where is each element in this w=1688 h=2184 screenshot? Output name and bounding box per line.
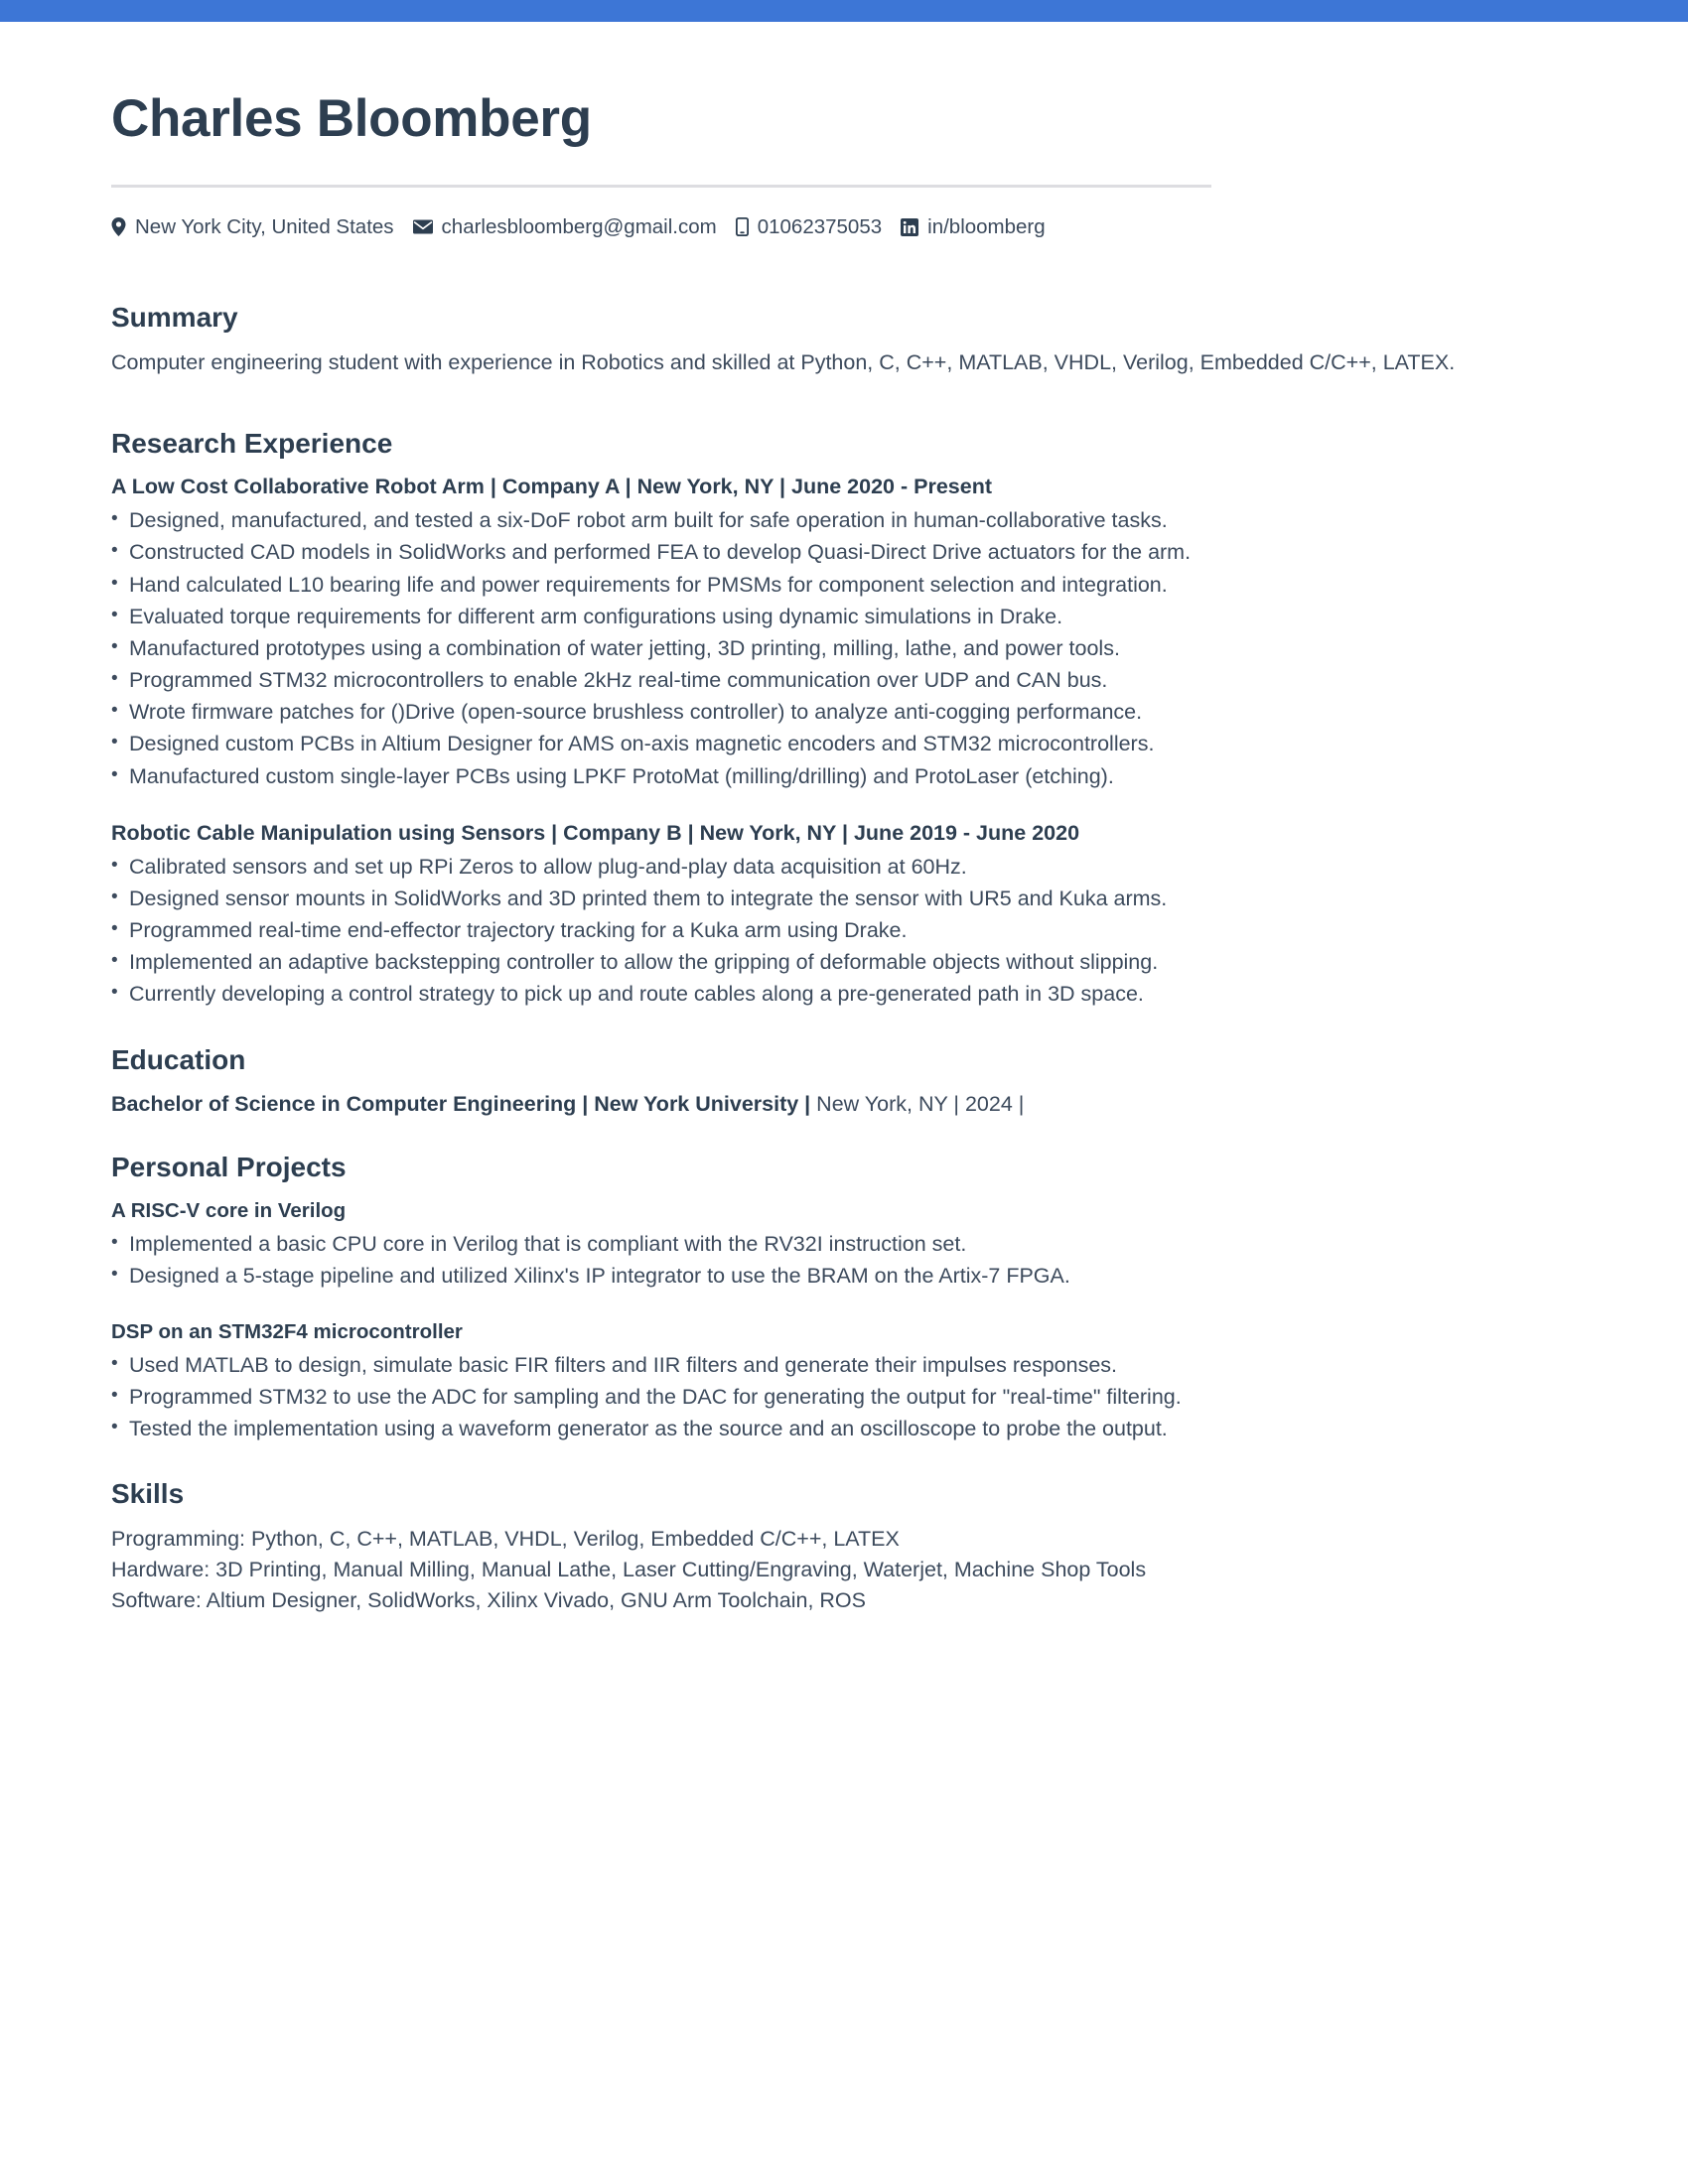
list-item: • Currently developing a control strategy to pick up and route cables along a pre-generated path in 3D space. bbox=[111, 979, 1539, 1010]
contact-email[interactable] bbox=[413, 214, 717, 238]
experience-bullet-list bbox=[111, 505, 1539, 792]
education-details: New York, NY | 2024 | bbox=[810, 1092, 1025, 1117]
section-summary bbox=[111, 301, 1539, 378]
contact-location-text: New York City, United States bbox=[135, 214, 394, 238]
contact-phone-text: 01062375053 bbox=[757, 214, 883, 238]
skills-programming-line: Programming: Python, C, C++, MATLAB, VHDL, Verilog, Embedded C/C++, LATEX bbox=[111, 1526, 900, 1551]
page-title: Charles Bloomberg bbox=[111, 89, 592, 148]
education-entry bbox=[111, 1089, 1539, 1119]
list-item: • Designed a 5-stage pipeline and utilized Xilinx's IP integrator to use the BRAM on the Artix-7 FPGA. bbox=[111, 1261, 1539, 1292]
section-heading-research-experience: Research Experience bbox=[111, 427, 393, 459]
experience-entry-title: Robotic Cable Manipulation using Sensors | Company B | New York, NY | June 2019 - June 2020 bbox=[111, 820, 1080, 845]
linkedin-icon bbox=[901, 218, 918, 236]
section-spacer bbox=[111, 1012, 1539, 1043]
contact-location bbox=[111, 214, 394, 238]
contact-row bbox=[111, 214, 1539, 238]
list-item: • Designed, manufactured, and tested a six-DoF robot arm built for safe operation in human-collaborative tasks. bbox=[111, 505, 1539, 536]
project-entry bbox=[111, 1197, 1539, 1292]
envelope-icon bbox=[413, 219, 433, 234]
mobile-phone-icon bbox=[736, 217, 749, 236]
section-spacer bbox=[111, 1445, 1539, 1477]
experience-bullet-list bbox=[111, 852, 1539, 1011]
list-item: • Programmed STM32 microcontrollers to enable 2kHz real-time communication over UDP and CAN bus. bbox=[111, 665, 1539, 696]
list-item: • Calibrated sensors and set up RPi Zeros to allow plug-and-play data acquisition at 60Hz. bbox=[111, 852, 1539, 883]
project-entry bbox=[111, 1318, 1539, 1444]
resume-header bbox=[111, 91, 1539, 237]
contact-phone[interactable] bbox=[736, 214, 883, 238]
section-heading-summary: Summary bbox=[111, 302, 238, 334]
header-divider bbox=[111, 185, 1211, 188]
list-item: • Implemented an adaptive backstepping controller to allow the gripping of deformable objects without slipping. bbox=[111, 947, 1539, 978]
experience-entry bbox=[111, 473, 1539, 792]
list-item: • Designed sensor mounts in SolidWorks and 3D printed them to integrate the sensor with UR5 and Kuka arms. bbox=[111, 884, 1539, 914]
list-item: • Tested the implementation using a waveform generator as the source and an oscilloscope to probe the output. bbox=[111, 1414, 1539, 1444]
contact-linkedin[interactable] bbox=[901, 214, 1046, 238]
section-personal-projects bbox=[111, 1151, 1539, 1444]
list-item: • Programmed real-time end-effector trajectory tracking for a Kuka arm using Drake. bbox=[111, 915, 1539, 946]
list-item: • Manufactured custom single-layer PCBs using LPKF ProtoMat (milling/drilling) and ProtoLaser (etching). bbox=[111, 761, 1539, 792]
education-degree: Bachelor of Science in Computer Engineering | New York University | bbox=[111, 1092, 811, 1117]
section-spacer bbox=[111, 1119, 1539, 1151]
list-item: • Hand calculated L10 bearing life and power requirements for PMSMs for component selection and integration. bbox=[111, 570, 1539, 601]
experience-entry bbox=[111, 819, 1539, 1011]
project-title: DSP on an STM32F4 microcontroller bbox=[111, 1319, 463, 1343]
list-item: • Manufactured prototypes using a combination of water jetting, 3D printing, milling, lathe, and power tools. bbox=[111, 633, 1539, 664]
summary-text: Computer engineering student with experience in Robotics and skilled at Python, C, C++, MATLAB, VHDL, Verilog, Embedded C/C++, LATEX. bbox=[111, 349, 1456, 374]
section-heading-personal-projects: Personal Projects bbox=[111, 1152, 347, 1183]
skills-software-line: Software: Altium Designer, SolidWorks, Xilinx Vivado, GNU Arm Toolchain, ROS bbox=[111, 1587, 866, 1612]
experience-entry-title: A Low Cost Collaborative Robot Arm | Company A | New York, NY | June 2020 - Present bbox=[111, 475, 992, 499]
section-skills bbox=[111, 1477, 1539, 1615]
list-item: • Wrote firmware patches for ()Drive (open-source brushless controller) to analyze anti-cogging performance. bbox=[111, 697, 1539, 728]
section-heading-skills: Skills bbox=[111, 1478, 185, 1510]
list-item: • Constructed CAD models in SolidWorks and performed FEA to develop Quasi-Direct Drive actuators for the arm. bbox=[111, 537, 1539, 568]
map-pin-icon bbox=[111, 217, 126, 236]
project-title: A RISC-V core in Verilog bbox=[111, 1198, 347, 1222]
resume-content bbox=[0, 22, 1688, 1616]
section-education bbox=[111, 1043, 1539, 1120]
skills-hardware-line: Hardware: 3D Printing, Manual Milling, Manual Lathe, Laser Cutting/Engraving, Waterjet, Machine Shop Tools bbox=[111, 1557, 1147, 1581]
list-item: • Implemented a basic CPU core in Verilog that is compliant with the RV32I instruction set. bbox=[111, 1229, 1539, 1260]
top-accent-bar bbox=[0, 0, 1688, 22]
section-heading-education: Education bbox=[111, 1043, 246, 1075]
list-item: • Designed custom PCBs in Altium Designer for AMS on-axis magnetic encoders and STM32 microcontrollers. bbox=[111, 729, 1539, 759]
project-bullet-list bbox=[111, 1229, 1539, 1292]
list-item: • Used MATLAB to design, simulate basic FIR filters and IIR filters and generate their impulses responses. bbox=[111, 1350, 1539, 1381]
project-bullet-list bbox=[111, 1350, 1539, 1445]
list-item: • Programmed STM32 to use the ADC for sampling and the DAC for generating the output for "real-time" filtering. bbox=[111, 1382, 1539, 1413]
contact-email-text: charlesbloomberg@gmail.com bbox=[441, 214, 717, 238]
list-item: • Evaluated torque requirements for different arm configurations using dynamic simulations in Drake. bbox=[111, 602, 1539, 632]
entry-spacer bbox=[111, 793, 1539, 819]
section-research-experience bbox=[111, 427, 1539, 1011]
contact-linkedin-text: in/bloomberg bbox=[927, 214, 1046, 238]
entry-spacer bbox=[111, 1293, 1539, 1318]
